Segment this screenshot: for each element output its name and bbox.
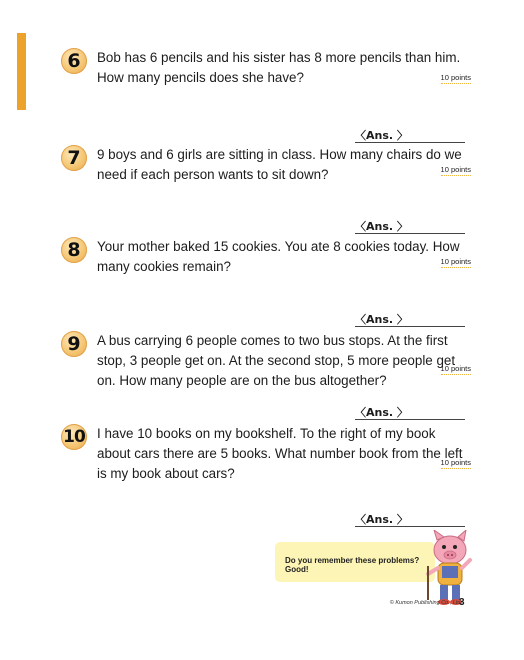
answer-line [355,142,465,143]
answer-field-10[interactable] [355,511,465,525]
answer-line [355,526,465,527]
problem-text: Bob has 6 pencils and his sister has 8 more pencils than him. How many pencils does she have? [97,50,461,85]
points-label: 10 points [440,165,471,174]
problem-text: 9 boys and 6 girls are sitting in class. How many chairs do we need if each person wants to sit down? [97,147,462,182]
answer-line [355,233,465,234]
problem-text: A bus carrying 6 people comes to two bus stops. At the first stop, 3 people get on. At the second stop, 5 more people get on. How many people are on the bus altogether? [97,333,456,388]
pig-mascot-icon [420,530,476,606]
problem-number-badge: 7 [61,145,87,171]
copyright-notice: © Kumon Publishing Co., Ltd. [389,600,462,606]
speech-bubble [275,542,435,582]
page-number: 3 [459,597,465,608]
answer-line [355,326,465,327]
answer-field-8[interactable] [355,311,465,325]
answer-label: 〈Ans. 〉 [355,406,408,419]
points-label: 10 points [440,364,471,373]
problem-number-badge: 6 [61,48,87,74]
answer-label: 〈Ans. 〉 [355,313,408,326]
problem-number-badge: 8 [61,237,87,263]
problem-number-badge: 10 [61,424,87,450]
problem-text: I have 10 books on my bookshelf. To the right of my book about cars there are 5 books. What number book from the left is my book about cars? [97,426,463,481]
answer-line [355,419,465,420]
answer-field-6[interactable] [355,127,465,141]
answer-label: 〈Ans. 〉 [355,513,408,526]
points-label: 10 points [440,458,471,467]
points-label: 10 points [440,257,471,266]
points-label: 10 points [440,73,471,82]
answer-label: 〈Ans. 〉 [355,129,408,142]
side-accent-bar [17,33,26,110]
problem-text: Your mother baked 15 cookies. You ate 8 cookies today. How many cookies remain? [97,239,460,274]
speech-bubble-text: Do you remember these problems? Good! [285,556,420,574]
answer-field-9[interactable] [355,404,465,418]
problem-number-badge: 9 [61,331,87,357]
answer-label: 〈Ans. 〉 [355,220,408,233]
answer-field-7[interactable] [355,218,465,232]
